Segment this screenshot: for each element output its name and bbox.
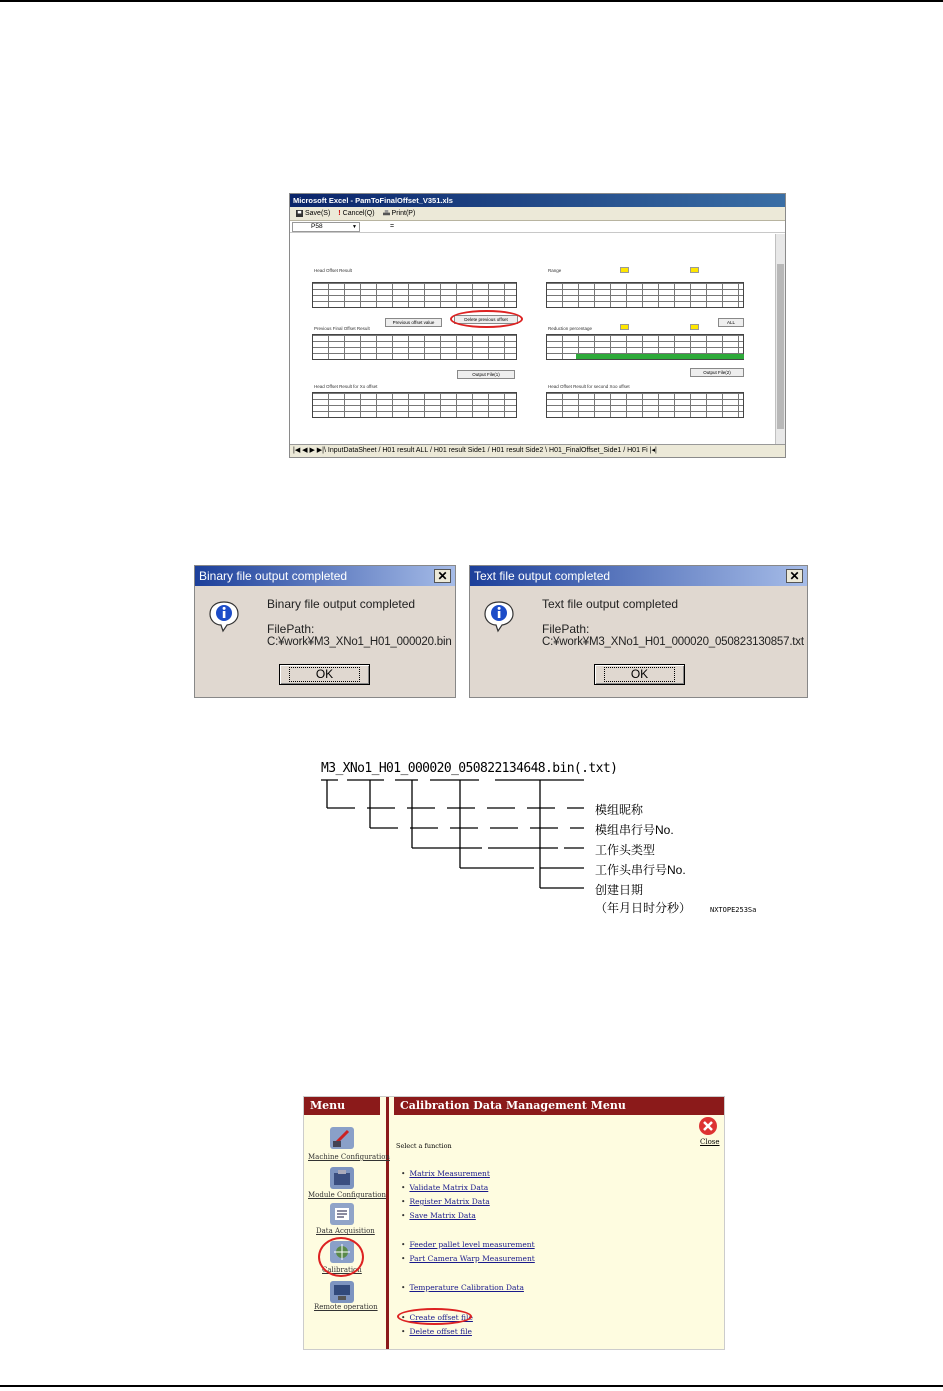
filepath-label: FilePath: xyxy=(267,622,315,636)
name-box-value: P58 xyxy=(311,222,323,230)
page-bottom-rule xyxy=(0,1385,943,1387)
link-save-matrix[interactable]: • Save Matrix Data xyxy=(401,1211,476,1220)
machine-config-icon[interactable] xyxy=(330,1127,354,1149)
data-acquisition-icon[interactable] xyxy=(330,1203,354,1225)
nav-label-remote-operation[interactable]: Remote operation xyxy=(314,1303,378,1311)
filename-string: M3_XNo1_H01_000020_050822134648.bin(.txt) xyxy=(321,761,618,776)
link-register-matrix[interactable]: • Register Matrix Data xyxy=(401,1197,490,1206)
main-header: Calibration Data Management Menu xyxy=(394,1097,725,1115)
link-part-camera-warp[interactable]: • Part Camera Warp Measurement xyxy=(401,1254,535,1263)
link-delete-offset-file[interactable]: • Delete offset file xyxy=(401,1327,472,1336)
label-module-nickname: 模组昵称 xyxy=(595,803,644,817)
output-file-1-button[interactable]: Output File(1) xyxy=(457,370,515,379)
previous-offset-value-button[interactable]: Previous offset value xyxy=(385,318,442,327)
filepath-value: C:¥work¥M3_XNo1_H01_000020_050823130857.txt xyxy=(542,636,804,648)
dialog-message: Text file output completed xyxy=(542,597,679,611)
save-label: Save(S) xyxy=(305,210,331,217)
head-offset-second-right-label: Head Offset Result for second Xoo offset xyxy=(548,384,630,389)
nav-label-machine-config[interactable]: Machine Configuration xyxy=(308,1153,390,1161)
create-offset-highlight-circle xyxy=(397,1308,472,1325)
head-offset-second-label: Head Offset Result for Xo offset xyxy=(314,384,378,389)
dialog-title: Text file output completed xyxy=(474,569,611,583)
link-create-offset-file[interactable]: • Create offset file xyxy=(401,1313,473,1322)
close-icon[interactable]: ✕ xyxy=(786,569,803,583)
label-create-date: 创建日期 xyxy=(595,883,644,897)
close-icon[interactable]: ✕ xyxy=(434,569,451,583)
menu-divider xyxy=(386,1097,389,1350)
range-label: Range xyxy=(548,268,562,273)
select-function-label: Select a function xyxy=(396,1142,452,1150)
link-temperature-calibration[interactable]: • Temperature Calibration Data xyxy=(401,1283,524,1292)
print-label: Print(P) xyxy=(391,210,416,217)
filepath-label: FilePath: xyxy=(542,622,590,636)
dialog-message: Binary file output completed xyxy=(267,597,416,611)
remote-operation-icon[interactable] xyxy=(330,1281,354,1303)
label-date-format: （年月日时分秒） xyxy=(595,901,692,915)
nav-label-data-acquisition[interactable]: Data Acquisition xyxy=(316,1227,375,1235)
label-head-serial: 工作头串行号No. xyxy=(595,863,686,877)
close-icon[interactable] xyxy=(698,1116,718,1136)
cancel-label: Cancel(Q) xyxy=(342,210,375,217)
nav-label-calibration[interactable]: Calibration xyxy=(322,1266,362,1274)
dialog-title: Binary file output completed xyxy=(199,569,348,583)
ok-label: OK xyxy=(289,667,360,682)
filepath-value: C:¥work¥M3_XNo1_H01_000020.bin xyxy=(267,636,452,648)
sheet-tabs[interactable]: |◀ ◀ ▶ ▶|\ InputDataSheet / H01 result ALL / H01 result Side1 / H01 result Side2 \ H01_FinalOffset_Side1 / H01 Fi |◂| xyxy=(290,444,786,457)
reduction-percentage-label: Reduction percentage xyxy=(548,326,593,331)
calibration-highlight-circle xyxy=(318,1237,364,1277)
output-file-2-button[interactable]: Output File(2) xyxy=(690,368,744,377)
calibration-menu-window xyxy=(303,1096,725,1350)
previous-final-offset-label: Previous Final Offset Result xyxy=(314,326,370,331)
link-validate-matrix[interactable]: • Validate Matrix Data xyxy=(401,1183,489,1192)
formula-equals: = xyxy=(390,223,395,230)
label-head-type: 工作头类型 xyxy=(595,843,656,857)
module-config-icon[interactable] xyxy=(330,1167,354,1189)
link-feeder-pallet[interactable]: • Feeder pallet level measurement xyxy=(401,1240,535,1249)
delete-previous-offset-button[interactable]: Delete previous offset xyxy=(454,315,518,324)
nav-label-module-config[interactable]: Module Configuration xyxy=(308,1191,387,1199)
head-offset-label: Head Offset Result xyxy=(314,268,352,273)
link-matrix-measurement[interactable]: • Matrix Measurement xyxy=(401,1169,490,1178)
label-module-serial: 模组串行号No. xyxy=(595,823,674,837)
menu-header: Menu xyxy=(304,1097,380,1115)
chevron-down-icon: ▼ xyxy=(352,223,357,230)
all-button[interactable]: ALL xyxy=(718,318,744,327)
ok-label: OK xyxy=(604,667,675,682)
close-label[interactable]: Close xyxy=(700,1138,720,1146)
exclamation-icon: ! xyxy=(338,210,341,217)
figure-code: NXTOPE253Sa xyxy=(710,906,757,914)
excel-title-bar: Microsoft Excel - PamToFinalOffset_V351.xls xyxy=(290,194,785,207)
